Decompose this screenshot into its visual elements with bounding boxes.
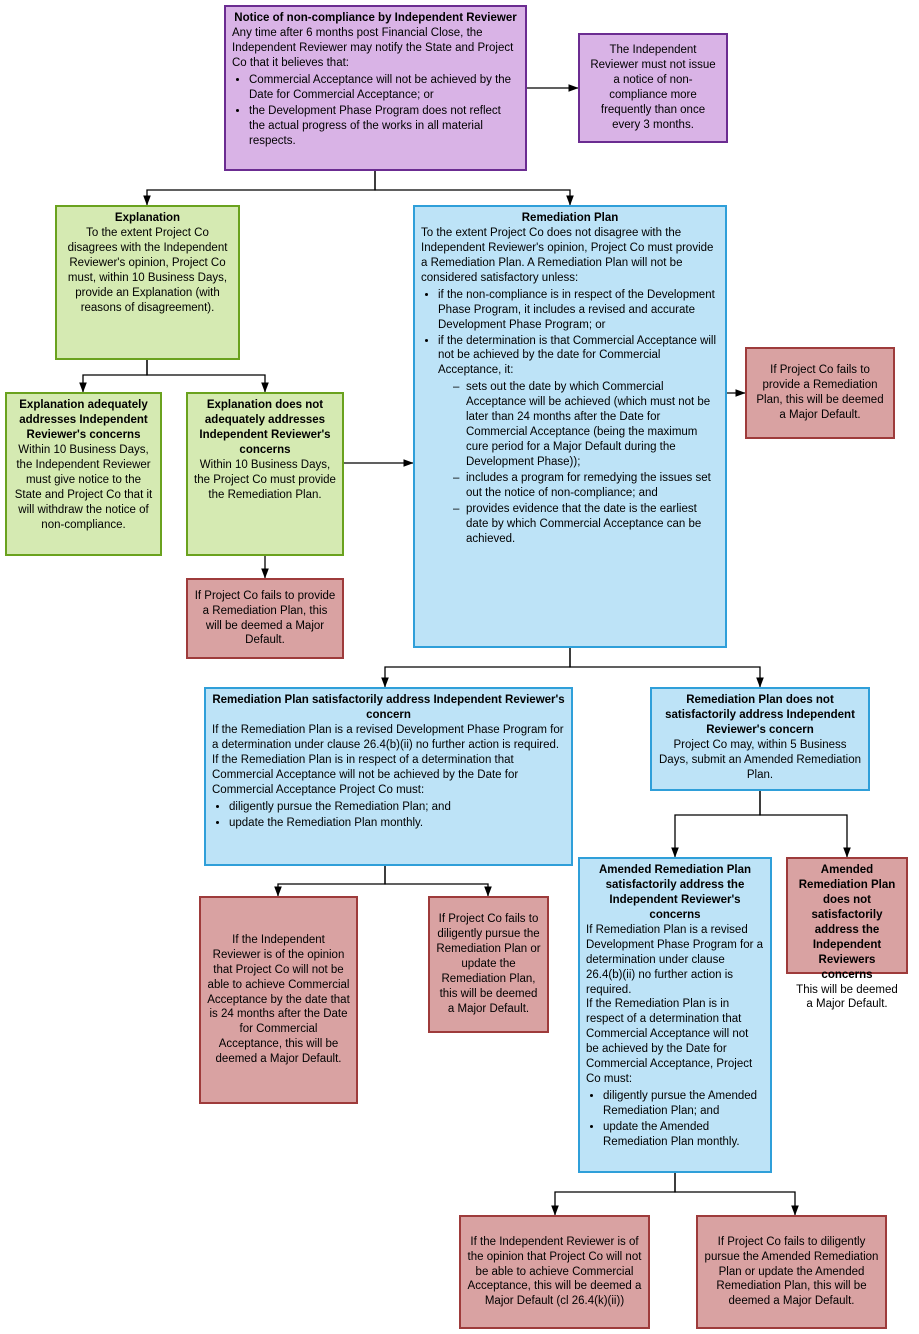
node-fail-pursue-arp-body: If Project Co fails to diligently pursue the Amended Remediation Plan or update the Amended Remediation Plan, this will be deemed a Major Default. (704, 1235, 879, 1308)
node-explanation[interactable] (55, 205, 240, 360)
node-rp-satisfactory-title: Remediation Plan satisfactorily address Independent Reviewer's concern (212, 694, 565, 721)
list-item: – provides evidence that the date is the earliest date by which Commercial Acceptance can be achieved. (466, 502, 719, 547)
node-rp-not-satisfactory-body: Project Co may, within 5 Business Days, submit an Amended Remediation Plan. (659, 738, 861, 781)
node-explanation-adequate-title: Explanation adequately addresses Independent Reviewer's concerns (19, 399, 148, 441)
list-item: • Commercial Acceptance will not be achieved by the Date for Commercial Acceptance; or (249, 73, 519, 103)
node-arp-satisfactory-bullets (586, 1089, 764, 1150)
list-item: • if the determination is that Commercial Acceptance will not be achieved by the date for Commercial Acceptance, it: (438, 334, 719, 379)
list-item: – includes a program for remedying the issues set out the notice of non-compliance; and (466, 471, 719, 501)
node-explanation-not-adequate-body: Within 10 Business Days, the Project Co must provide the Remediation Plan. (194, 458, 336, 501)
node-explanation-body: To the extent Project Co disagrees with the Independent Reviewer's opinion, Project Co must, within 10 Business Days, provide an Explanation (with reasons of disagreement). (67, 226, 228, 314)
node-opinion-24-months-body: If the Independent Reviewer is of the opinion that Project Co will not be able to achieve Commercial Acceptance by the date that is 24 months after the Date for Commercial Acceptance, this will be deemed a Major Default. (207, 933, 350, 1066)
node-rp-satisfactory-body2: If the Remediation Plan is in respect of a determination that Commercial Acceptance will not be achieved by the Date for Commercial Acceptance Project Co must: (212, 753, 519, 796)
list-item: • the Development Phase Program does not reflect the actual progress of the works in all material respects. (249, 104, 519, 149)
node-explanation-adequate[interactable] (5, 392, 162, 556)
node-explanation-adequate-body: Within 10 Business Days, the Independent Reviewer must give notice to the State and Project Co that it will withdraw the notice of non-compliance. (14, 443, 153, 531)
list-item: • diligently pursue the Remediation Plan; and (229, 800, 565, 815)
node-fail-remediation-left[interactable] (186, 578, 344, 659)
node-explanation-not-adequate[interactable] (186, 392, 344, 556)
node-notice-of-non-compliance[interactable] (224, 5, 527, 171)
node-opinion-arp[interactable] (459, 1215, 650, 1329)
node-fail-pursue-rp-body: If Project Co fails to diligently pursue the Remediation Plan or update the Remediation Plan, this will be deemed a Major Default. (436, 913, 541, 1015)
node-remediation-plan[interactable] (413, 205, 727, 648)
list-item: • if the non-compliance is in respect of the Development Phase Program, it includes a revised and accurate Development Phase Program; or (438, 288, 719, 333)
node-notice-body: Any time after 6 months post Financial Close, the Independent Reviewer may notify the State and Project Co that it believes that: (232, 26, 514, 69)
node-notice-frequency[interactable] (578, 33, 728, 143)
node-fail-remediation-right-body: If Project Co fails to provide a Remediation Plan, this will be deemed a Major Default. (756, 364, 884, 421)
list-item: – sets out the date by which Commercial Acceptance will be achieved (which must not be later than 24 months after the Date for Commercial Acceptance (being the maximum cure period for a Major Default during the Development Phase)); (466, 380, 719, 470)
node-arp-satisfactory-title: Amended Remediation Plan satisfactorily address the Independent Reviewer's concerns (598, 864, 752, 921)
node-notice-frequency-body: The Independent Reviewer must not issue a notice of non-compliance more frequently than once every 3 months. (590, 44, 716, 131)
node-explanation-not-adequate-title: Explanation does not adequately addresses Independent Reviewer's concerns (199, 399, 331, 456)
node-remediation-plan-title: Remediation Plan (521, 212, 619, 224)
node-notice-title: Notice of non-compliance by Independent Reviewer (234, 12, 517, 24)
node-rp-satisfactory[interactable] (204, 687, 573, 866)
node-fail-remediation-right[interactable] (745, 347, 895, 439)
node-notice-bullets (232, 73, 519, 149)
node-arp-not-satisfactory[interactable] (786, 857, 908, 1011)
list-item: • update the Remediation Plan monthly. (229, 816, 565, 831)
node-remediation-plan-bullets (421, 288, 719, 379)
node-arp-satisfactory-body1: If Remediation Plan is a revised Development Phase Program for a determination under clause 26.4(b)(ii) no further action is required. (586, 923, 764, 996)
node-arp-not-satisfactory-title: Amended Remediation Plan does not satisfactorily address the Independent Reviewers concerns (798, 864, 896, 981)
list-item: • diligently pursue the Amended Remediation Plan; and (603, 1089, 764, 1119)
node-opinion-arp-body: If the Independent Reviewer is of the opinion that Project Co will not be able to achieve Commercial Acceptance, this will be deemed a Major Default (cl 26.4(k)(ii)) (467, 1235, 642, 1308)
node-explanation-title: Explanation (114, 212, 181, 224)
node-fail-pursue-rp[interactable] (428, 896, 549, 1033)
node-remediation-plan-body: To the extent Project Co does not disagree with the Independent Reviewer's opinion, Project Co must provide a Remediation Plan. A Remediation Plan will not be considered satisfactory unless: (421, 226, 714, 284)
node-arp-not-satisfactory-body: This will be deemed a Major Default. (796, 983, 898, 1011)
node-rp-not-satisfactory[interactable] (650, 687, 870, 791)
node-opinion-24-months[interactable] (199, 896, 358, 1104)
list-item: • update the Amended Remediation Plan monthly. (603, 1120, 764, 1150)
node-fail-pursue-arp[interactable] (696, 1215, 887, 1329)
node-remediation-plan-subbullets (421, 380, 719, 546)
node-arp-satisfactory[interactable] (578, 857, 772, 1173)
node-rp-not-satisfactory-title: Remediation Plan does not satisfactorily address Independent Reviewer's concern (665, 694, 855, 736)
node-arp-satisfactory-body2: If the Remediation Plan is in respect of a determination that Commercial Acceptance will not be achieved by the Date for Commercial Acceptance, Project Co must: (586, 998, 753, 1086)
node-fail-remediation-left-body: If Project Co fails to provide a Remediation Plan, this will be deemed a Major Default. (194, 589, 336, 647)
node-rp-satisfactory-bullets (212, 800, 565, 831)
node-rp-satisfactory-body1: If the Remediation Plan is a revised Development Phase Program for a determination under clause 26.4(b)(ii) no further action is required. (212, 723, 564, 751)
